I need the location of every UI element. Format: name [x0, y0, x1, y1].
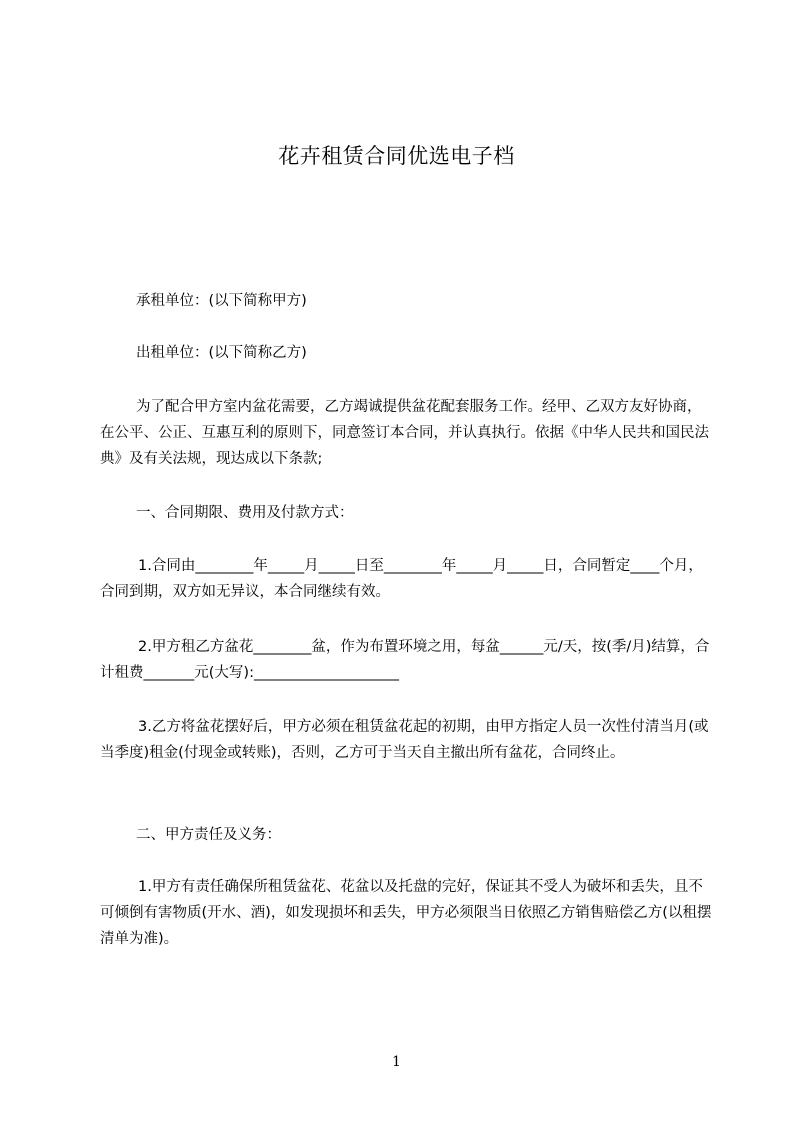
lessor-line: 出租单位：(以下简称乙方): [136, 345, 307, 361]
clause-1-1: 1.合同由________年_____月_____日至________年_____月_____日，合同暂定____个月，合同到期，双方如无异议，本合同继续有效。: [100, 558, 703, 600]
clause-2-1: 1.甲方有责任确保所租赁盆花、花盆以及托盘的完好，保证其不受人为破坏和丢失，且不可倾倒有害物质(开水、酒)，如发现损坏和丢失，甲方必须限当日依照乙方销售赔偿乙方(以租摆清单为准)。: [100, 879, 712, 947]
clause-1-3: 3.乙方将盆花摆好后，甲方必须在租赁盆花起的初期，由甲方指定人员一次性付清当月(或当季度)租金(付现金或转账)，否则，乙方可于当天自主撤出所有盆花，合同终止。: [100, 719, 709, 761]
section-1-heading: 一、合同期限、费用及付款方式：: [136, 505, 354, 521]
lessee-line: 承租单位：(以下简称甲方): [136, 293, 307, 309]
page-number: 1: [392, 1054, 401, 1070]
preamble-paragraph: 为了配合甲方室内盆花需要，乙方竭诚提供盆花配套服务工作。经甲、乙双方友好协商，在公平、公正、互惠互利的原则下，同意签订本合同，并认真执行。依据《中华人民共和国民法典》及有关法规，现达成以下条款;: [100, 399, 709, 467]
document-title: 花卉租赁合同优选电子档: [278, 144, 515, 168]
section-2-heading: 二、甲方责任及义务：: [136, 827, 281, 843]
clause-1-2: 2.甲方租乙方盆花________盆，作为布置环境之用，每盆______元/天，按(季/月)结算，合计租费_______元(大写):____________________: [100, 639, 710, 681]
